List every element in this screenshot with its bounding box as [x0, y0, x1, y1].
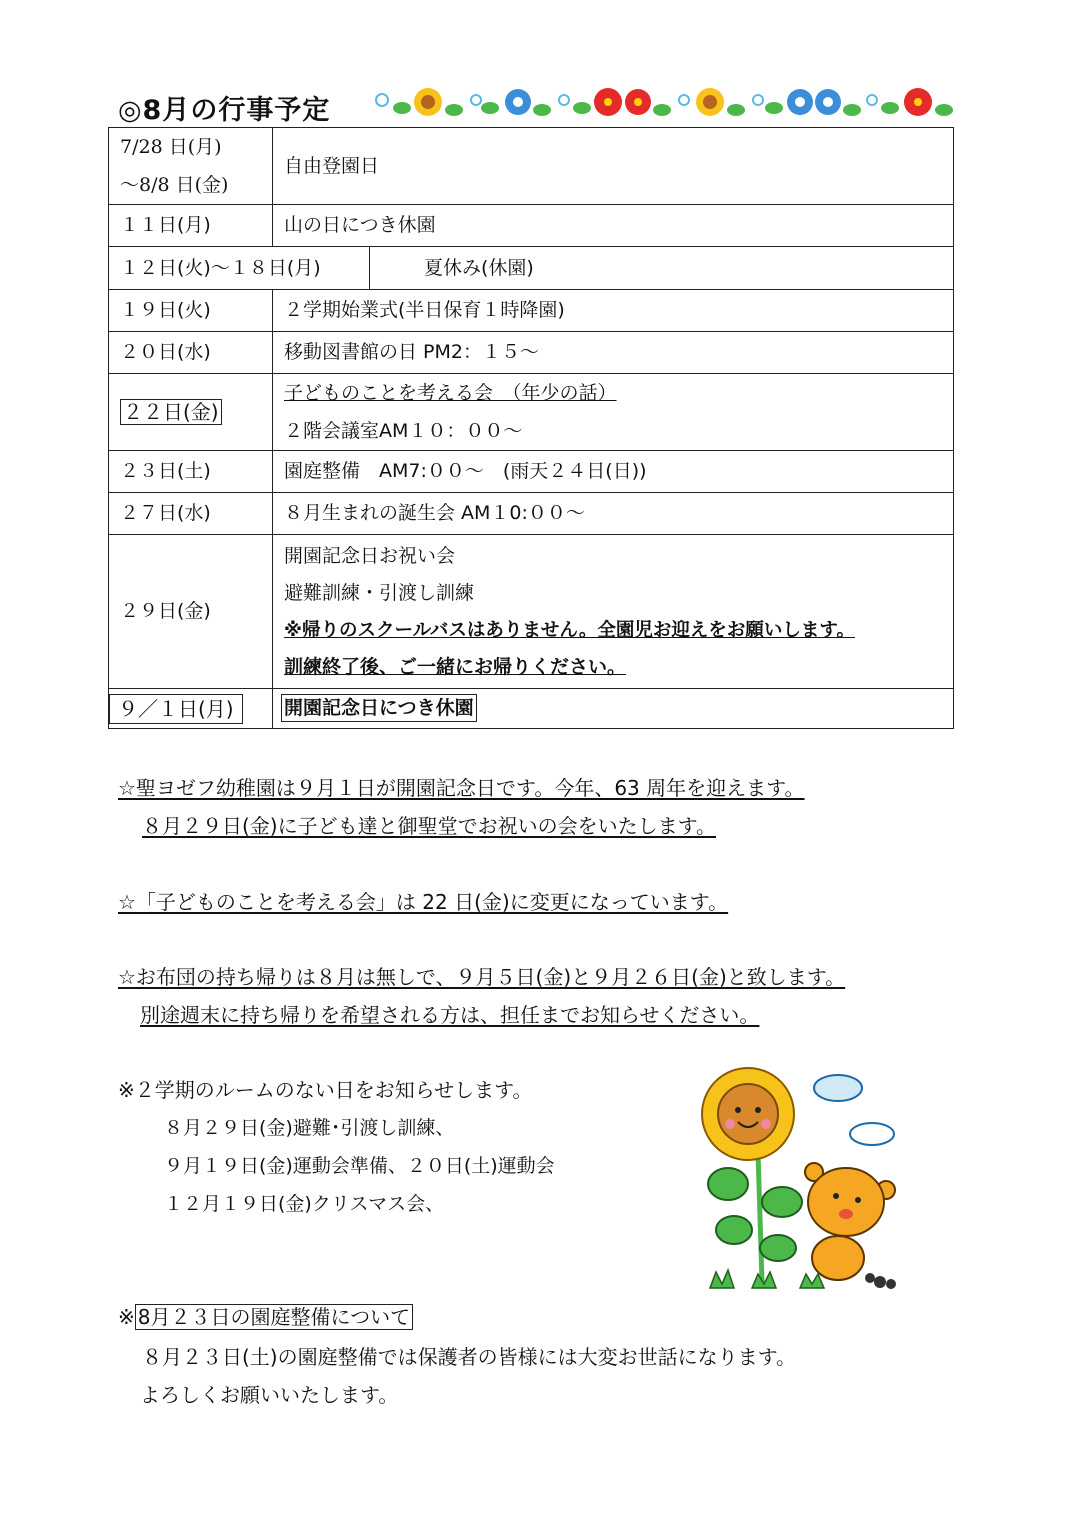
sunflower-bear-illustration — [690, 1062, 910, 1302]
date-cell — [109, 689, 273, 729]
event-cell: 移動図書館の日 PM2：１５～ — [273, 332, 954, 374]
table-row — [109, 128, 954, 205]
schedule-table — [108, 127, 954, 729]
table-row — [109, 689, 954, 729]
event-cell: 夏休み(休園) — [424, 256, 534, 279]
date-line: 7/28 日(月) — [120, 136, 222, 158]
date-cell: １１日(月) — [109, 205, 273, 247]
event-cell — [273, 689, 954, 729]
event-cell — [273, 535, 954, 689]
event-cell — [273, 374, 954, 451]
flower-border-icons — [376, 88, 953, 116]
event-cell: 自由登園日 — [273, 128, 954, 205]
date-cell: ２７日(水) — [109, 493, 273, 535]
date-cell: １２日(火)～１８日(月) — [109, 247, 370, 289]
event-line: 開園記念日お祝い会 — [284, 544, 456, 567]
ant-icon — [865, 1273, 896, 1289]
note-garden-line2: よろしくお願いいたします。 — [140, 1383, 399, 1407]
date-cell: ２０日(水) — [109, 332, 273, 374]
cloud-icon — [814, 1075, 894, 1145]
note-no-room-item: １２月１９日(金)クリスマス会、 — [164, 1193, 445, 1215]
note-garden-heading — [118, 1301, 413, 1330]
date-cell: １９日(火) — [109, 290, 273, 332]
highlighted-event: 開園記念日につき休園 — [281, 694, 477, 722]
date-cell — [109, 128, 273, 205]
note-no-room-heading: ※２学期のルームのない日をお知らせします。 — [118, 1078, 533, 1102]
event-line: 訓練終了後、ご一緒にお帰りください。 — [284, 655, 627, 678]
note-futon-line2: 別途週末に持ち帰りを希望される方は、担任までお知らせください。 — [140, 1003, 760, 1027]
table-row — [109, 290, 954, 332]
table-row — [109, 451, 954, 493]
date-line: ～8/8 日(金) — [120, 174, 229, 196]
table-row — [109, 535, 954, 689]
event-line: 子どものことを考える会 （年少の話） — [284, 382, 617, 404]
flower-border-decoration — [372, 78, 972, 126]
event-line: 避難訓練・引渡し訓練 — [284, 581, 475, 604]
note-no-room-item: ９月１９日(金)運動会準備、２０日(土)運動会 — [164, 1155, 555, 1177]
sunflower-icon — [702, 1068, 802, 1282]
table-row — [109, 493, 954, 535]
grass-icon — [710, 1270, 824, 1288]
note-garden-line1: ８月２３日(土)の園庭整備では保護者の皆様には大変お世話になります。 — [142, 1345, 797, 1369]
event-cell: 山の日につき休園 — [273, 205, 954, 247]
note-no-room-item: ８月２９日(金)避難･引渡し訓練、 — [164, 1117, 455, 1139]
event-line: ※帰りのスクールバスはありません。全園児お迎えをお願いします。 — [284, 619, 855, 641]
note-anniversary-line2: ８月２９日(金)に子ども達と御聖堂でお祝いの会をいたします。 — [142, 814, 717, 838]
date-cell: ２３日(土) — [109, 451, 273, 493]
bear-icon — [805, 1163, 895, 1280]
table-row — [109, 374, 954, 451]
note-futon-line1: ☆お布団の持ち帰りは８月は無しで、９月５日(金)と９月２６日(金)と致します。 — [118, 965, 846, 989]
event-cell: 園庭整備 AM7:００～ (雨天２４日(日)) — [273, 451, 954, 493]
split-row-cell — [109, 247, 954, 290]
event-line: ２階会議室AM１０：００～ — [284, 420, 523, 442]
note-meeting-change: ☆「子どものことを考える会」は 22 日(金)に変更になっています。 — [118, 890, 729, 914]
note-mark: ※ — [118, 1305, 135, 1329]
page-title: ◎8月の行事予定 — [118, 95, 331, 126]
boxed-heading: 8月２３日の園庭整備について — [135, 1304, 413, 1330]
table-row — [109, 332, 954, 374]
note-anniversary-line1: ☆聖ヨゼフ幼稚園は９月１日が開園記念日です。今年、63 周年を迎えます。 — [118, 776, 805, 800]
date-cell — [109, 374, 273, 451]
table-row — [109, 205, 954, 247]
event-cell: ８月生まれの誕生会 AM１0:００～ — [273, 493, 954, 535]
highlighted-date: ２２日(金) — [120, 399, 222, 425]
table-row — [109, 247, 954, 290]
event-cell: ２学期始業式(半日保育１時降園) — [273, 290, 954, 332]
date-cell: ２９日(金) — [109, 535, 273, 689]
highlighted-date: ９／１日(月) — [109, 694, 243, 724]
